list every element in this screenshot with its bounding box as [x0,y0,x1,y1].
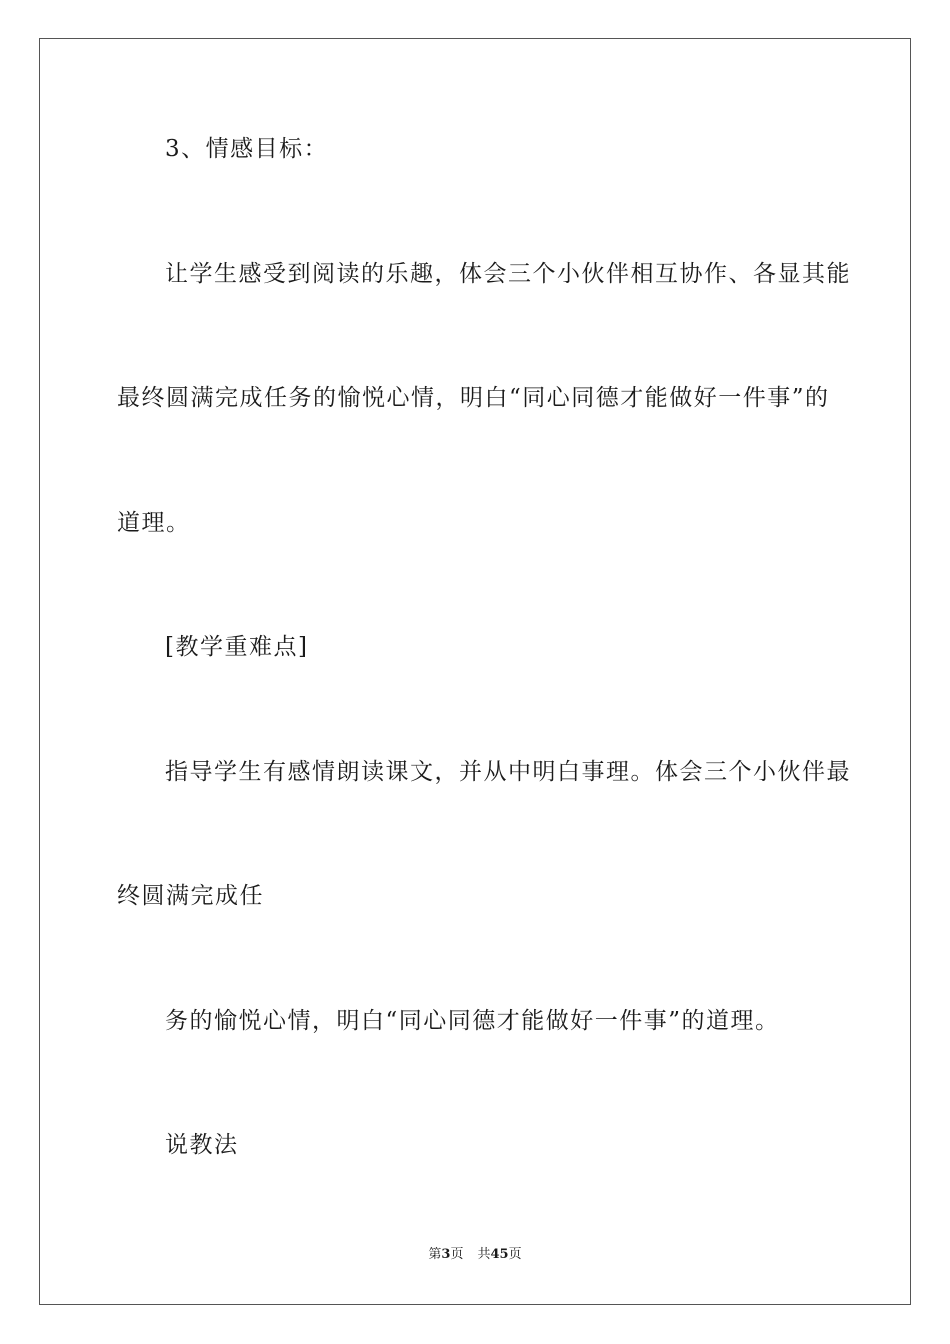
footer-total-pages: 45 [490,1247,509,1262]
section-heading-emotional-goals: 3、情感目标： [165,136,329,162]
paragraph-line: 终圆满完成任 [117,883,264,909]
paragraph-line: 指导学生有感情朗读课文，并从中明白事理。体会三个小伙伴最 [165,759,851,785]
section-heading-key-difficulties: [教学重难点] [165,634,309,660]
footer-total-suffix: 页 [508,1247,522,1262]
footer-total-prefix: 共 [477,1247,491,1262]
paragraph-line: 最终圆满完成任务的愉悦心情，明白“同心同德才能做好一件事”的 [117,385,830,411]
paragraph-line: 务的愉悦心情，明白“同心同德才能做好一件事”的道理。 [165,1008,780,1034]
footer-page-prefix: 第 [428,1247,442,1262]
page-footer [0,1246,950,1264]
paragraph-line: 道理。 [117,510,191,536]
section-heading-teaching-method: 说教法 [165,1132,239,1158]
footer-page-suffix: 页 [450,1247,464,1262]
footer-page-number: 3 [441,1247,451,1262]
paragraph-line: 让学生感受到阅读的乐趣，体会三个小伙伴相互协作、各显其能 [165,261,851,287]
page-frame [39,38,911,1305]
